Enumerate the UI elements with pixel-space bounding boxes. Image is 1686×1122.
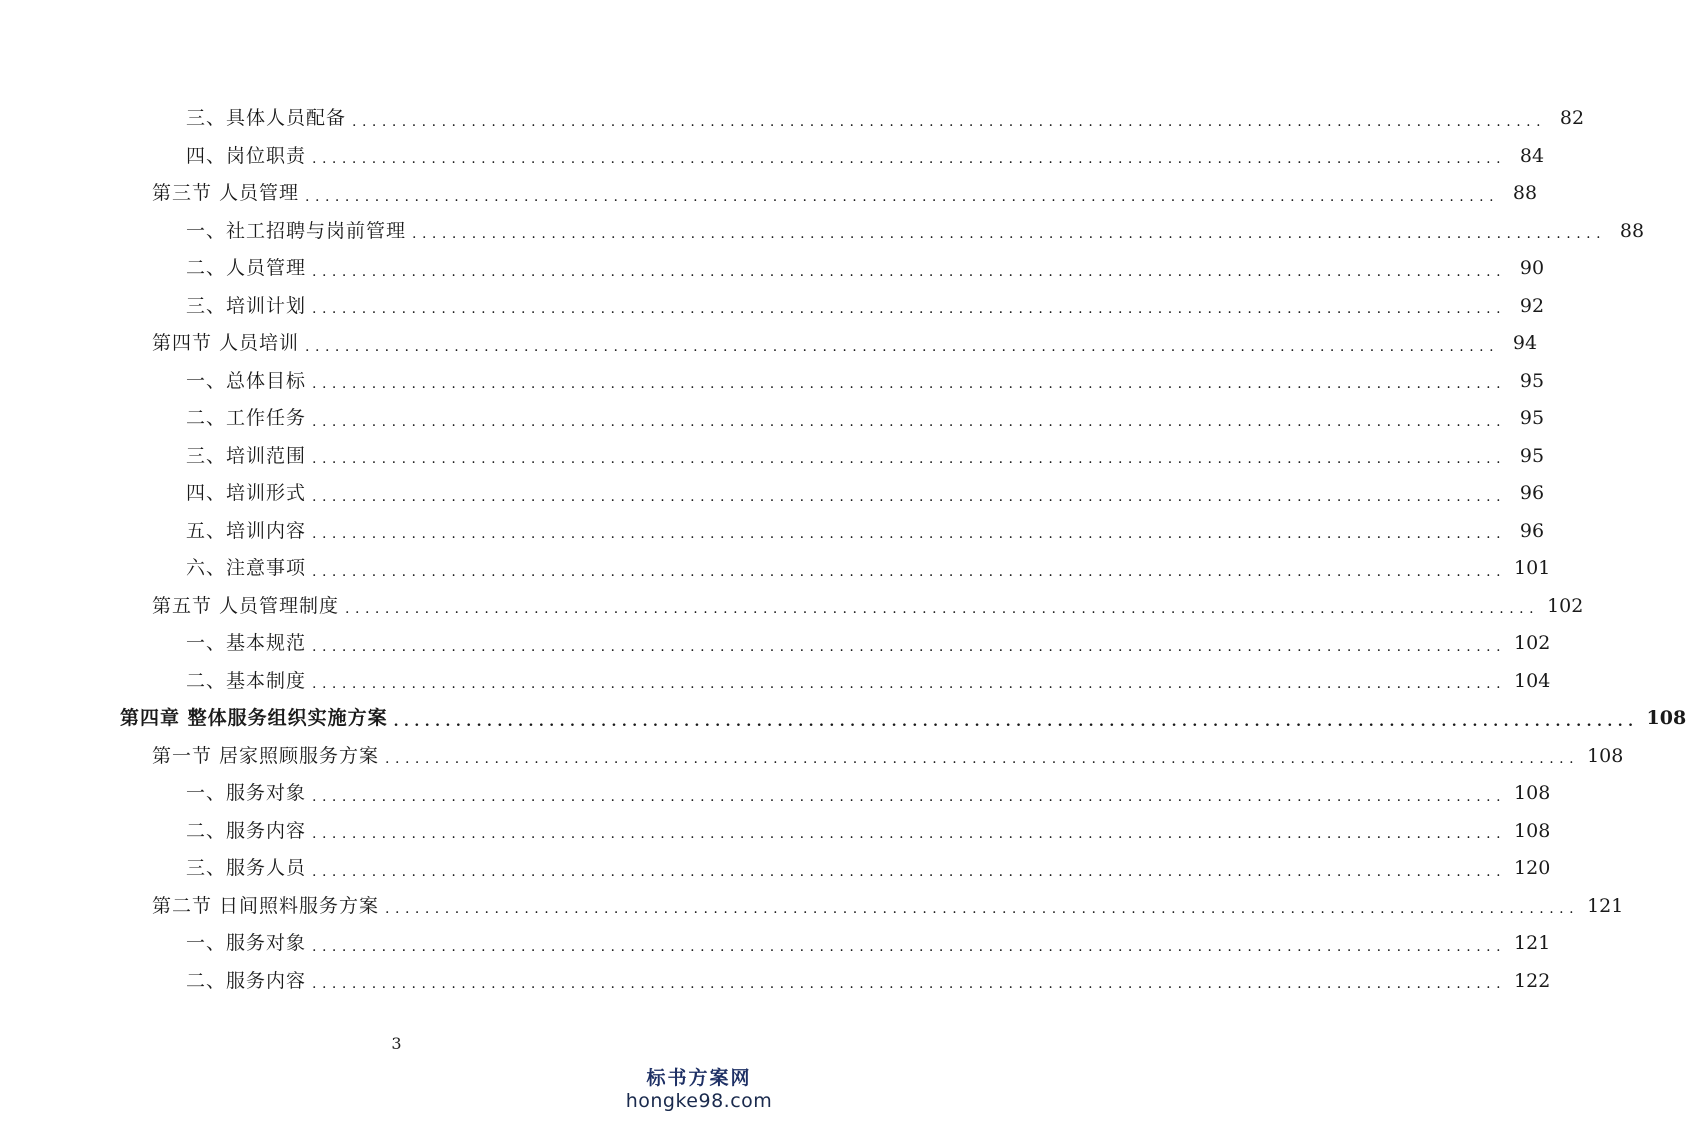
toc-dot-leader: ........................................................................................................................ — [305, 188, 1500, 205]
toc-entry-label: 二、人员管理 — [186, 257, 307, 280]
toc-dot-leader: ........................................................................................................................ — [305, 338, 1500, 355]
toc-entry[interactable] — [0, 363, 1545, 401]
toc-entry-page: 96 — [1519, 482, 1545, 505]
toc-entry-page: 95 — [1519, 444, 1545, 467]
toc-entry-page: 108 — [1514, 782, 1551, 805]
toc-entry[interactable] — [0, 925, 1551, 963]
toc-entry[interactable] — [0, 588, 1584, 626]
toc-entry-page: 95 — [1519, 369, 1545, 392]
toc-dot-leader: ........................................................................................................................ — [312, 413, 1507, 430]
toc-entry[interactable] — [0, 175, 1538, 213]
toc-entry-label: 三、具体人员配备 — [186, 107, 347, 130]
toc-entry-page: 108 — [1587, 744, 1624, 767]
toc-entry-page: 88 — [1619, 219, 1645, 242]
toc-entry-label: 二、服务内容 — [186, 969, 307, 992]
toc-dot-leader: ........................................................................................................................ — [312, 263, 1507, 280]
toc-entry[interactable] — [0, 325, 1538, 363]
toc-entry[interactable] — [0, 250, 1545, 288]
toc-entry-page: 108 — [1646, 707, 1686, 730]
toc-entry-page: 96 — [1519, 519, 1545, 542]
toc-entry-page: 102 — [1514, 632, 1551, 655]
toc-entry-label: 一、服务对象 — [186, 782, 307, 805]
toc-entry-label: 三、服务人员 — [186, 857, 307, 880]
toc-dot-leader: ........................................................................................................................ — [312, 151, 1507, 168]
toc-dot-leader: ........................................................................................................................ — [385, 751, 1580, 768]
toc-entry-label: 第三节 人员管理 — [152, 182, 300, 205]
toc-entry-label: 第五节 人员管理制度 — [152, 594, 340, 617]
toc-entry[interactable] — [0, 813, 1551, 851]
table-of-contents — [0, 100, 1686, 1000]
toc-dot-leader: ........................................................................................................................ — [312, 488, 1507, 505]
toc-entry[interactable] — [0, 550, 1551, 588]
toc-entry-label: 二、工作任务 — [186, 407, 307, 430]
toc-entry-page: 102 — [1547, 594, 1584, 617]
toc-entry-page: 88 — [1512, 182, 1538, 205]
toc-entry-page: 84 — [1519, 144, 1545, 167]
toc-entry-page: 104 — [1514, 669, 1551, 692]
toc-entry-label: 第一节 居家照顾服务方案 — [152, 744, 380, 767]
toc-entry-label: 第二节 日间照料服务方案 — [152, 894, 380, 917]
watermark-cn-text: 标书方案网 — [646, 1067, 752, 1089]
toc-entry-page: 120 — [1514, 857, 1551, 880]
toc-entry-label: 一、社工招聘与岗前管理 — [186, 219, 407, 242]
toc-entry[interactable] — [0, 100, 1585, 138]
watermark-en-text: hongke98.com — [625, 1090, 773, 1112]
toc-entry-label: 四、岗位职责 — [186, 144, 307, 167]
toc-entry-page: 95 — [1519, 407, 1545, 430]
toc-entry[interactable] — [0, 138, 1545, 176]
toc-entry[interactable] — [0, 775, 1551, 813]
toc-entry-label: 六、注意事项 — [186, 557, 307, 580]
toc-entry-label: 四、培训形式 — [186, 482, 307, 505]
toc-entry-label: 一、基本规范 — [186, 632, 307, 655]
watermark-logo — [619, 1063, 779, 1112]
toc-entry-page: 108 — [1514, 819, 1551, 842]
toc-entry[interactable] — [0, 850, 1551, 888]
toc-entry[interactable] — [0, 625, 1551, 663]
toc-entry-label: 第四章 整体服务组织实施方案 — [120, 707, 388, 730]
toc-entry-label: 五、培训内容 — [186, 519, 307, 542]
toc-dot-leader: ........................................................................................................................ — [312, 563, 1507, 580]
toc-entry-label: 二、服务内容 — [186, 819, 307, 842]
toc-entry-label: 二、基本制度 — [186, 669, 307, 692]
toc-dot-leader: ........................................................................................................................ — [312, 938, 1507, 955]
toc-dot-leader: ........................................................................................................................ — [312, 976, 1507, 993]
toc-entry-page: 121 — [1514, 932, 1551, 955]
toc-entry-label: 三、培训计划 — [186, 294, 307, 317]
toc-entry[interactable] — [0, 700, 1686, 738]
toc-entry[interactable] — [0, 475, 1545, 513]
toc-entry-page: 121 — [1587, 894, 1624, 917]
toc-dot-leader: ........................................................................................................................ — [312, 826, 1507, 843]
toc-dot-leader: ........................................................................................................................ — [312, 863, 1507, 880]
toc-entry-page: 122 — [1514, 969, 1551, 992]
toc-dot-leader: ........................................................................................................................ — [312, 301, 1507, 318]
toc-dot-leader: ........................................................................................................................ — [385, 901, 1580, 918]
toc-dot-leader: ........................................................................................................................ — [393, 713, 1639, 730]
toc-entry[interactable] — [0, 888, 1624, 926]
toc-entry[interactable] — [0, 288, 1545, 326]
toc-entry-label: 第四节 人员培训 — [152, 332, 300, 355]
toc-entry-label: 一、总体目标 — [186, 369, 307, 392]
toc-entry[interactable] — [0, 213, 1645, 251]
toc-dot-leader: ........................................................................................................................ — [345, 601, 1540, 618]
toc-entry-page: 94 — [1512, 332, 1538, 355]
toc-entry[interactable] — [0, 438, 1545, 476]
toc-entry[interactable] — [0, 400, 1545, 438]
page-number: 3 — [391, 1034, 402, 1053]
toc-dot-leader: ........................................................................................................................ — [312, 376, 1507, 393]
toc-dot-leader: ........................................................................................................................ — [312, 676, 1507, 693]
toc-dot-leader: ........................................................................................................................ — [412, 226, 1607, 243]
toc-entry-page: 92 — [1519, 294, 1545, 317]
toc-dot-leader: ........................................................................................................................ — [312, 526, 1507, 543]
toc-entry-label: 三、培训范围 — [186, 444, 307, 467]
toc-entry[interactable] — [0, 963, 1551, 1001]
toc-dot-leader: ........................................................................................................................ — [312, 788, 1507, 805]
toc-entry-page: 101 — [1514, 557, 1551, 580]
toc-dot-leader: ........................................................................................................................ — [312, 638, 1507, 655]
toc-entry[interactable] — [0, 513, 1545, 551]
toc-entry[interactable] — [0, 738, 1624, 776]
toc-entry-label: 一、服务对象 — [186, 932, 307, 955]
toc-entry[interactable] — [0, 663, 1551, 701]
toc-dot-leader: ........................................................................................................................ — [352, 113, 1547, 130]
toc-dot-leader: ........................................................................................................................ — [312, 451, 1507, 468]
toc-entry-page: 82 — [1559, 107, 1585, 130]
toc-entry-page: 90 — [1519, 257, 1545, 280]
